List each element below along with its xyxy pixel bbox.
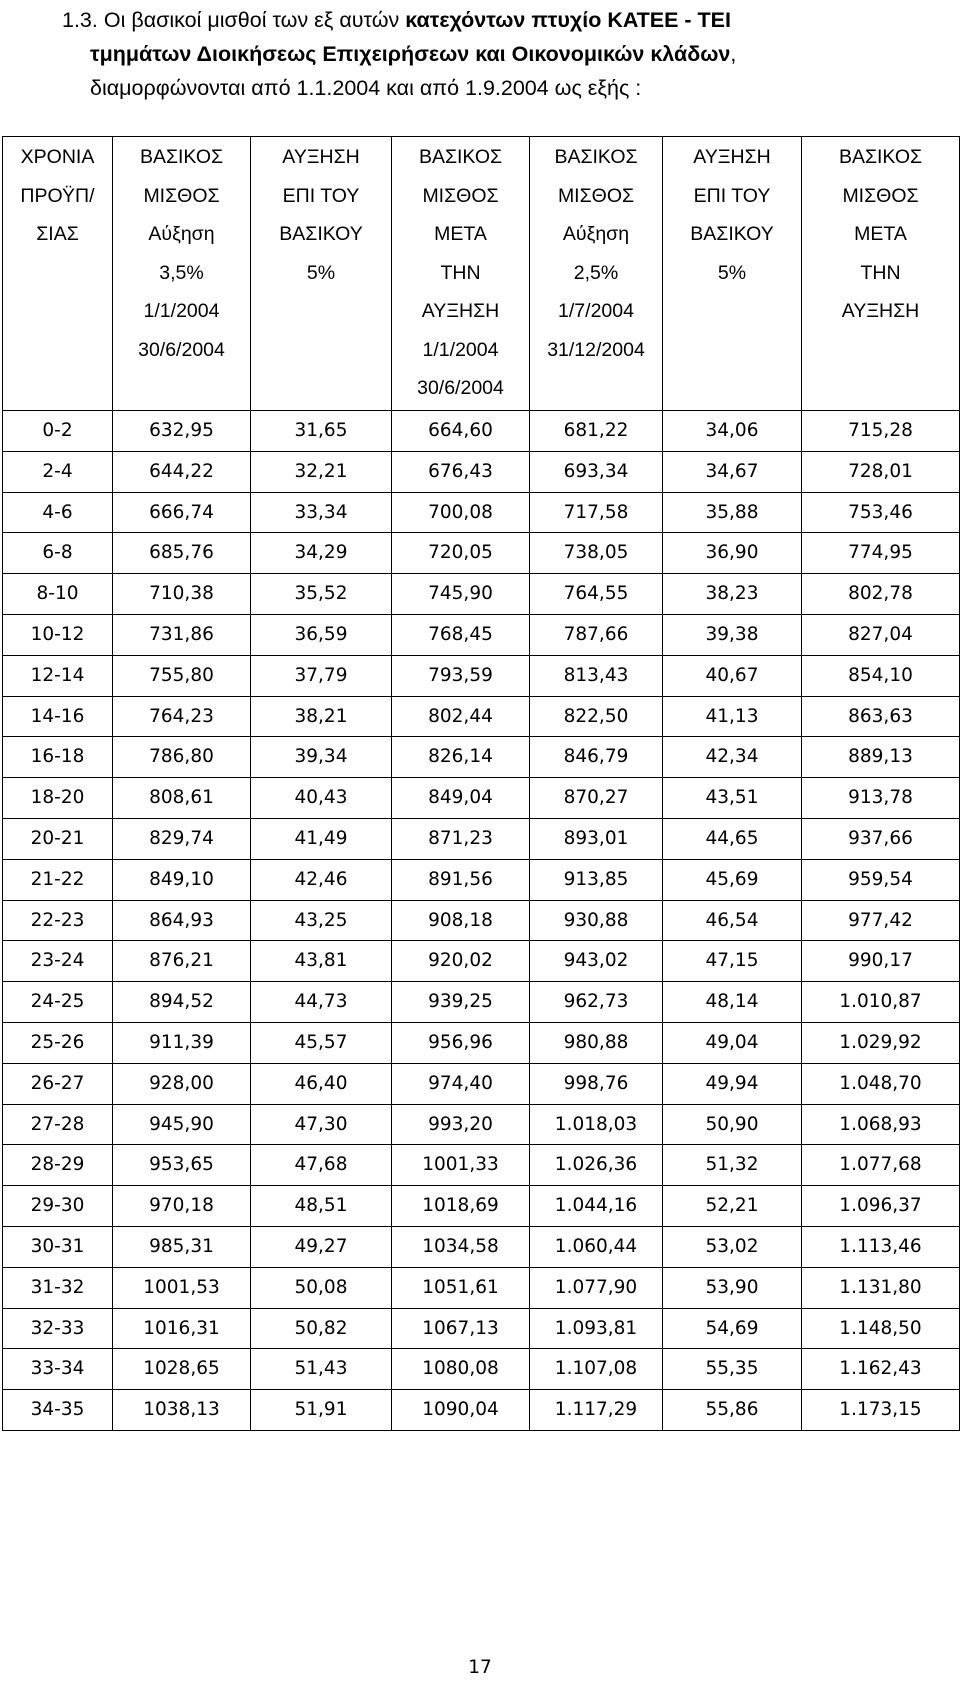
- salary-cell: 47,15: [663, 941, 802, 982]
- table-row: [3, 533, 960, 574]
- salary-cell: 52,21: [663, 1186, 802, 1227]
- salary-cell: 676,43: [392, 451, 530, 492]
- salary-cell: 755,80: [113, 655, 251, 696]
- salary-cell: 970,18: [113, 1186, 251, 1227]
- salary-cell: 889,13: [802, 737, 960, 778]
- salary-cell: 1001,33: [392, 1145, 530, 1186]
- salary-cell: 854,10: [802, 655, 960, 696]
- years-cell: 16-18: [3, 737, 113, 778]
- column-header-line: ΧΡΟΝΙΑ: [20, 146, 95, 168]
- salary-cell: 35,88: [663, 492, 802, 533]
- salary-cell: 793,59: [392, 655, 530, 696]
- salary-cell: 753,46: [802, 492, 960, 533]
- salary-cell: 42,34: [663, 737, 802, 778]
- salary-cell: 33,34: [251, 492, 392, 533]
- table-row: [3, 1145, 960, 1186]
- column-header-line: ΕΠΙ ΤΟΥ: [693, 184, 771, 207]
- table-row: [3, 574, 960, 615]
- salary-cell: 36,90: [663, 533, 802, 574]
- salary-table: [2, 136, 960, 1431]
- salary-cell: 45,57: [251, 1022, 392, 1063]
- salary-cell: 939,25: [392, 982, 530, 1023]
- salary-cell: 1067,13: [392, 1308, 530, 1349]
- salary-cell: 1038,13: [113, 1390, 251, 1431]
- salary-cell: 846,79: [530, 737, 663, 778]
- salary-cell: 953,65: [113, 1145, 251, 1186]
- salary-cell: 985,31: [113, 1226, 251, 1267]
- salary-cell: 43,81: [251, 941, 392, 982]
- column-header-line: 5%: [306, 261, 336, 284]
- column-header: [251, 137, 392, 411]
- column-header-line: ΜΙΣΘΟΣ: [143, 184, 220, 207]
- table-row: [3, 1063, 960, 1104]
- salary-cell: 802,78: [802, 574, 960, 615]
- salary-cell: 49,04: [663, 1022, 802, 1063]
- salary-cell: 51,32: [663, 1145, 802, 1186]
- salary-cell: 50,82: [251, 1308, 392, 1349]
- salary-cell: 717,58: [530, 492, 663, 533]
- salary-cell: 1016,31: [113, 1308, 251, 1349]
- table-row: [3, 818, 960, 859]
- salary-cell: 710,38: [113, 574, 251, 615]
- salary-cell: 829,74: [113, 818, 251, 859]
- salary-cell: 44,73: [251, 982, 392, 1023]
- salary-cell: 681,22: [530, 411, 663, 452]
- salary-cell: 632,95: [113, 411, 251, 452]
- years-cell: 10-12: [3, 614, 113, 655]
- salary-cell: 876,21: [113, 941, 251, 982]
- salary-cell: 864,93: [113, 900, 251, 941]
- years-cell: 14-16: [3, 696, 113, 737]
- heading-bold-text-2: τμημάτων Διοικήσεως Επιχειρήσεων και Οικονομικών κλάδων: [90, 42, 731, 66]
- table-row: [3, 1022, 960, 1063]
- salary-cell: 1.060,44: [530, 1226, 663, 1267]
- table-row: [3, 737, 960, 778]
- heading-line-2: [62, 37, 952, 71]
- table-row: [3, 1349, 960, 1390]
- column-header: [3, 137, 113, 411]
- years-cell: 27-28: [3, 1104, 113, 1145]
- salary-cell: 959,54: [802, 859, 960, 900]
- years-cell: 33-34: [3, 1349, 113, 1390]
- years-cell: 6-8: [3, 533, 113, 574]
- years-cell: 2-4: [3, 451, 113, 492]
- salary-cell: 49,27: [251, 1226, 392, 1267]
- salary-cell: 34,67: [663, 451, 802, 492]
- salary-cell: 38,21: [251, 696, 392, 737]
- table-row: [3, 1226, 960, 1267]
- salary-cell: 1001,53: [113, 1267, 251, 1308]
- column-header-line: ΤΗΝ: [860, 261, 901, 284]
- salary-cell: 731,86: [113, 614, 251, 655]
- salary-cell: 990,17: [802, 941, 960, 982]
- salary-cell: 40,67: [663, 655, 802, 696]
- salary-cell: 39,38: [663, 614, 802, 655]
- salary-cell: 48,14: [663, 982, 802, 1023]
- salary-cell: 913,78: [802, 778, 960, 819]
- column-header-line: Αύξηση: [148, 223, 215, 245]
- salary-cell: 1034,58: [392, 1226, 530, 1267]
- salary-cell: 1.093,81: [530, 1308, 663, 1349]
- column-header-line: Αύξηση: [562, 223, 630, 245]
- salary-cell: 41,49: [251, 818, 392, 859]
- salary-cell: 786,80: [113, 737, 251, 778]
- years-cell: 0-2: [3, 411, 113, 452]
- salary-cell: 1051,61: [392, 1267, 530, 1308]
- salary-cell: 1.162,43: [802, 1349, 960, 1390]
- salary-cell: 1.068,93: [802, 1104, 960, 1145]
- column-header-line: ΒΑΣΙΚΟΥ: [690, 223, 774, 245]
- table-row: [3, 1390, 960, 1431]
- salary-cell: 43,51: [663, 778, 802, 819]
- salary-cell: 728,01: [802, 451, 960, 492]
- salary-cell: 53,02: [663, 1226, 802, 1267]
- salary-cell: 1028,65: [113, 1349, 251, 1390]
- heading-comma: ,: [730, 42, 737, 66]
- heading-line-3: [62, 71, 952, 105]
- column-header-line: ΠΡΟΫΠ/: [20, 184, 95, 207]
- salary-cell: 720,05: [392, 533, 530, 574]
- salary-cell: 893,01: [530, 818, 663, 859]
- salary-cell: 693,34: [530, 451, 663, 492]
- salary-cell: 1.096,37: [802, 1186, 960, 1227]
- salary-cell: 1.107,08: [530, 1349, 663, 1390]
- column-header-line: 1/7/2004: [558, 300, 634, 322]
- years-cell: 22-23: [3, 900, 113, 941]
- heading-number: 1.3.: [62, 8, 98, 32]
- column-header-line: ΑΥΞΗΣΗ: [282, 146, 360, 168]
- salary-cell: 913,85: [530, 859, 663, 900]
- heading-bold-text: κατεχόντων πτυχίο ΚΑΤΕΕ - ΤΕΙ: [405, 8, 731, 32]
- page-number: 17: [468, 1657, 492, 1678]
- salary-cell: 34,29: [251, 533, 392, 574]
- table-row: [3, 900, 960, 941]
- column-header-line: ΒΑΣΙΚΟΣ: [838, 146, 923, 168]
- years-cell: 31-32: [3, 1267, 113, 1308]
- table-row: [3, 614, 960, 655]
- salary-cell: 1018,69: [392, 1186, 530, 1227]
- column-header-line: 30/6/2004: [138, 338, 225, 361]
- salary-cell: 700,08: [392, 492, 530, 533]
- years-cell: 24-25: [3, 982, 113, 1023]
- salary-cell: 47,30: [251, 1104, 392, 1145]
- salary-cell: 738,05: [530, 533, 663, 574]
- salary-cell: 849,10: [113, 859, 251, 900]
- salary-cell: 50,90: [663, 1104, 802, 1145]
- salary-cell: 920,02: [392, 941, 530, 982]
- years-cell: 34-35: [3, 1390, 113, 1431]
- table-row: [3, 1186, 960, 1227]
- salary-cell: 998,76: [530, 1063, 663, 1104]
- salary-cell: 870,27: [530, 778, 663, 819]
- salary-cell: 44,65: [663, 818, 802, 859]
- salary-cell: 51,91: [251, 1390, 392, 1431]
- salary-cell: 891,56: [392, 859, 530, 900]
- table-row: [3, 982, 960, 1023]
- salary-cell: 911,39: [113, 1022, 251, 1063]
- salary-cell: 43,25: [251, 900, 392, 941]
- salary-cell: 1.148,50: [802, 1308, 960, 1349]
- heading-text-3: διαμορφώνονται από 1.1.2004 και από 1.9.2004 ως εξής :: [90, 76, 642, 100]
- years-cell: 25-26: [3, 1022, 113, 1063]
- salary-cell: 802,44: [392, 696, 530, 737]
- salary-cell: 48,51: [251, 1186, 392, 1227]
- salary-cell: 1.010,87: [802, 982, 960, 1023]
- salary-cell: 46,54: [663, 900, 802, 941]
- salary-cell: 1.029,92: [802, 1022, 960, 1063]
- salary-cell: 1.018,03: [530, 1104, 663, 1145]
- salary-cell: 894,52: [113, 982, 251, 1023]
- salary-cell: 50,08: [251, 1267, 392, 1308]
- salary-cell: 768,45: [392, 614, 530, 655]
- column-header-line: ΜΙΣΘΟΣ: [557, 184, 635, 207]
- salary-cell: 40,43: [251, 778, 392, 819]
- salary-cell: 54,69: [663, 1308, 802, 1349]
- salary-cell: 644,22: [113, 451, 251, 492]
- salary-cell: 928,00: [113, 1063, 251, 1104]
- table-row: [3, 1308, 960, 1349]
- years-cell: 4-6: [3, 492, 113, 533]
- salary-cell: 38,23: [663, 574, 802, 615]
- salary-cell: 937,66: [802, 818, 960, 859]
- column-header-line: ΤΗΝ: [440, 261, 481, 284]
- salary-cell: 822,50: [530, 696, 663, 737]
- years-cell: 29-30: [3, 1186, 113, 1227]
- salary-cell: 1.173,15: [802, 1390, 960, 1431]
- salary-cell: 863,63: [802, 696, 960, 737]
- column-header-line: 1/1/2004: [143, 300, 220, 322]
- column-header-line: ΑΥΞΗΣΗ: [421, 300, 500, 322]
- salary-cell: 53,90: [663, 1267, 802, 1308]
- salary-cell: 41,13: [663, 696, 802, 737]
- salary-cell: 37,79: [251, 655, 392, 696]
- salary-cell: 1.113,46: [802, 1226, 960, 1267]
- salary-cell: 827,04: [802, 614, 960, 655]
- salary-cell: 813,43: [530, 655, 663, 696]
- salary-cell: 977,42: [802, 900, 960, 941]
- column-header-line: 1/1/2004: [422, 338, 499, 361]
- salary-cell: 1.077,68: [802, 1145, 960, 1186]
- column-header-line: ΜΙΣΘΟΣ: [842, 184, 919, 207]
- table-row: [3, 1104, 960, 1145]
- table-body: [3, 411, 960, 1431]
- years-cell: 30-31: [3, 1226, 113, 1267]
- table-header-row: [3, 137, 960, 411]
- column-header-line: ΕΠΙ ΤΟΥ: [282, 184, 360, 207]
- salary-cell: 943,02: [530, 941, 663, 982]
- salary-cell: 47,68: [251, 1145, 392, 1186]
- salary-cell: 51,43: [251, 1349, 392, 1390]
- years-cell: 23-24: [3, 941, 113, 982]
- salary-cell: 774,95: [802, 533, 960, 574]
- column-header: [113, 137, 251, 411]
- salary-cell: 808,61: [113, 778, 251, 819]
- salary-cell: 1.077,90: [530, 1267, 663, 1308]
- column-header-line: 2,5%: [573, 261, 619, 284]
- column-header-line: ΒΑΣΙΚΟΣ: [418, 146, 503, 168]
- salary-cell: 35,52: [251, 574, 392, 615]
- salary-cell: 930,88: [530, 900, 663, 941]
- table-row: [3, 655, 960, 696]
- column-header-line: ΒΑΣΙΚΟΥ: [279, 223, 363, 245]
- years-cell: 21-22: [3, 859, 113, 900]
- salary-cell: 745,90: [392, 574, 530, 615]
- column-header-line: ΒΑΣΙΚΟΣ: [554, 146, 638, 168]
- salary-cell: 764,23: [113, 696, 251, 737]
- salary-cell: 45,69: [663, 859, 802, 900]
- years-cell: 26-27: [3, 1063, 113, 1104]
- salary-cell: 55,86: [663, 1390, 802, 1431]
- years-cell: 12-14: [3, 655, 113, 696]
- salary-cell: 871,23: [392, 818, 530, 859]
- salary-cell: 1.117,29: [530, 1390, 663, 1431]
- salary-cell: 685,76: [113, 533, 251, 574]
- column-header-line: ΣΙΑΣ: [36, 223, 79, 245]
- salary-cell: 664,60: [392, 411, 530, 452]
- salary-cell: 1080,08: [392, 1349, 530, 1390]
- years-cell: 20-21: [3, 818, 113, 859]
- salary-cell: 993,20: [392, 1104, 530, 1145]
- column-header-line: ΜΙΣΘΟΣ: [422, 184, 499, 207]
- column-header-line: ΜΕΤΑ: [854, 223, 907, 245]
- column-header-line: 5%: [717, 261, 747, 284]
- salary-cell: 1.044,16: [530, 1186, 663, 1227]
- salary-cell: 787,66: [530, 614, 663, 655]
- column-header-line: ΒΑΣΙΚΟΣ: [139, 146, 224, 168]
- salary-cell: 1.131,80: [802, 1267, 960, 1308]
- section-heading: [62, 3, 952, 105]
- salary-cell: 49,94: [663, 1063, 802, 1104]
- salary-cell: 826,14: [392, 737, 530, 778]
- years-cell: 8-10: [3, 574, 113, 615]
- column-header-line: ΜΕΤΑ: [434, 223, 487, 245]
- column-header-line: ΑΥΞΗΣΗ: [693, 146, 771, 168]
- salary-cell: 46,40: [251, 1063, 392, 1104]
- column-header: [802, 137, 960, 411]
- salary-cell: 715,28: [802, 411, 960, 452]
- table-row: [3, 451, 960, 492]
- table-row: [3, 411, 960, 452]
- column-header: [392, 137, 530, 411]
- column-header: [530, 137, 663, 411]
- salary-cell: 980,88: [530, 1022, 663, 1063]
- salary-cell: 666,74: [113, 492, 251, 533]
- salary-cell: 908,18: [392, 900, 530, 941]
- years-cell: 28-29: [3, 1145, 113, 1186]
- heading-text: Οι βασικοί μισθοί των εξ αυτών: [103, 8, 400, 32]
- salary-cell: 956,96: [392, 1022, 530, 1063]
- salary-cell: 962,73: [530, 982, 663, 1023]
- heading-line-1: [62, 3, 952, 37]
- table-row: [3, 492, 960, 533]
- salary-cell: 1090,04: [392, 1390, 530, 1431]
- salary-cell: 32,21: [251, 451, 392, 492]
- column-header-line: 30/6/2004: [417, 377, 504, 399]
- column-header-line: 3,5%: [159, 261, 204, 284]
- table-row: [3, 1267, 960, 1308]
- salary-cell: 34,06: [663, 411, 802, 452]
- salary-cell: 55,35: [663, 1349, 802, 1390]
- column-header-line: 31/12/2004: [547, 338, 645, 361]
- salary-cell: 974,40: [392, 1063, 530, 1104]
- table-row: [3, 778, 960, 819]
- salary-cell: 764,55: [530, 574, 663, 615]
- salary-cell: 945,90: [113, 1104, 251, 1145]
- salary-cell: 39,34: [251, 737, 392, 778]
- salary-cell: 1.048,70: [802, 1063, 960, 1104]
- salary-cell: 31,65: [251, 411, 392, 452]
- column-header: [663, 137, 802, 411]
- salary-cell: 849,04: [392, 778, 530, 819]
- salary-cell: 1.026,36: [530, 1145, 663, 1186]
- table-row: [3, 941, 960, 982]
- years-cell: 32-33: [3, 1308, 113, 1349]
- table-row: [3, 859, 960, 900]
- salary-cell: 42,46: [251, 859, 392, 900]
- table-row: [3, 696, 960, 737]
- column-header-line: ΑΥΞΗΣΗ: [841, 300, 920, 322]
- years-cell: 18-20: [3, 778, 113, 819]
- salary-cell: 36,59: [251, 614, 392, 655]
